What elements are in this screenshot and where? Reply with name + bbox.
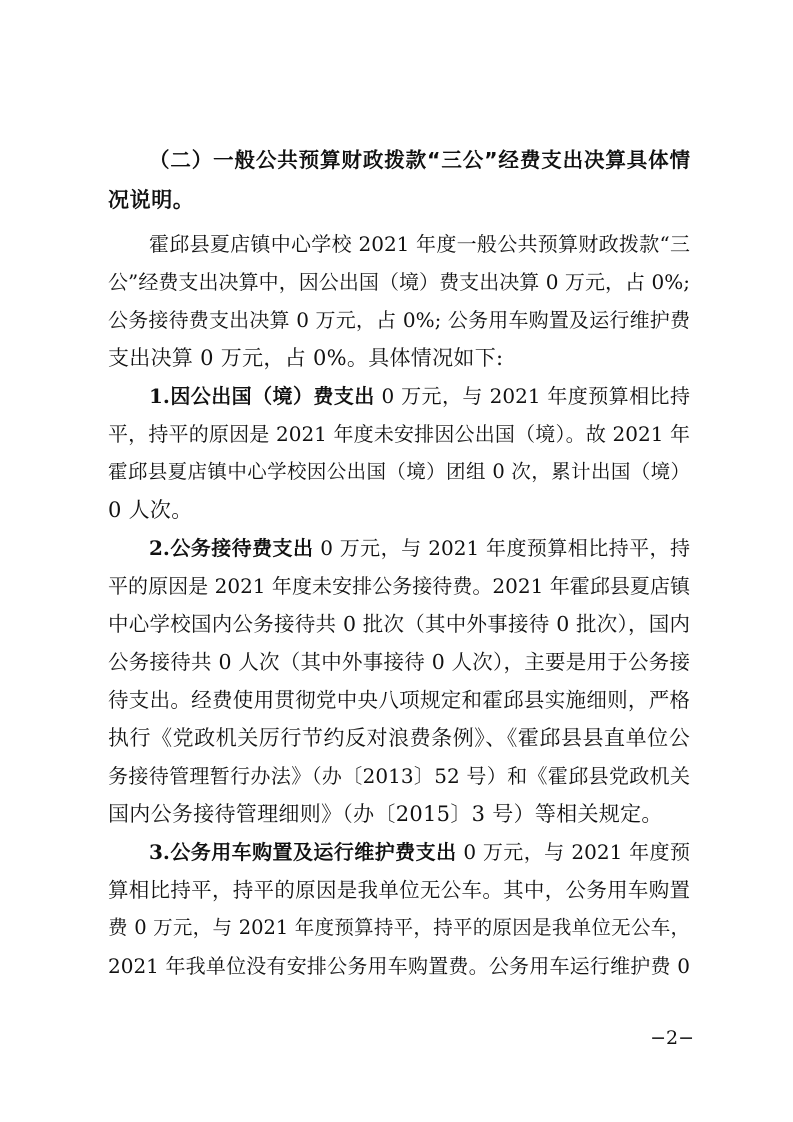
item3-first-line-text: 0 万元，与 2021 年度预 — [456, 840, 690, 864]
summary-line-1: 霍邱县夏店镇中心学校 2021 年度一般公共预算财政拨款“三 — [149, 232, 690, 256]
item2-line-5: 待支出。经费使用贯彻党中央八项规定和霍邱县实施细则，严格 — [108, 688, 690, 712]
item3-first-line — [149, 832, 690, 872]
summary-line-2: 公”经费支出决算中，因公出国（境）费支出决算 0 万元，占 0%; — [108, 270, 690, 294]
item1-first-line — [149, 376, 690, 416]
page-number: −2− — [650, 1027, 694, 1049]
item2-first-line-text: 0 万元，与 2021 年度预算相比持平，持 — [313, 536, 690, 560]
item3-line-2: 算相比持平，持平的原因是我单位无公车。其中，公务用车购置 — [108, 878, 690, 902]
item3-line-3: 费 0 万元，与 2021 年度预算持平，持平的原因是我单位无公车， — [108, 916, 690, 939]
item2-title: 2.公务接待费支出 — [149, 536, 314, 560]
section-heading-line-1: （二）一般公共预算财政拨款“三公”经费支出决算具体情 — [149, 148, 690, 172]
item2-line-7: 务接待管理暂行办法》（办〔2013〕52 号）和《霍邱县党政机关 — [108, 764, 690, 788]
summary-line-3: 公务接待费支出决算 0 万元，占 0%; 公务用车购置及运行维护费 — [108, 308, 690, 332]
item2-line-2: 平的原因是 2021 年度未安排公务接待费。2021 年霍邱县夏店镇 — [108, 574, 690, 598]
item1-line-2: 平，持平的原因是 2021 年度未安排因公出国（境）。故 2021 年 — [108, 422, 690, 446]
item1-title: 1.因公出国（境）费支出 — [149, 384, 375, 408]
item2-line-8: 国内公务接待管理细则》（办〔2015〕3 号）等相关规定。 — [108, 802, 663, 826]
item1-line-4: 0 人次。 — [108, 498, 193, 522]
item2-line-3: 中心学校国内公务接待共 0 批次（其中外事接待 0 批次），国内 — [108, 612, 690, 636]
item3-title: 3.公务用车购置及运行维护费支出 — [149, 840, 457, 864]
section-heading-line-2: 况说明。 — [108, 188, 195, 212]
item1-line-3: 霍邱县夏店镇中心学校因公出国（境）团组 0 次，累计出国（境） — [108, 460, 690, 483]
summary-line-4: 支出决算 0 万元，占 0%。具体情况如下: — [108, 346, 504, 370]
item2-line-4: 公务接待共 0 人次（其中外事接待 0 人次），主要是用于公务接 — [108, 650, 690, 674]
item1-first-line-text: 0 万元，与 2021 年度预算相比持 — [374, 384, 690, 408]
item2-first-line — [149, 528, 690, 568]
item3-line-4: 2021 年我单位没有安排公务用车购置费。公务用车运行维护费 0 — [108, 954, 690, 978]
item2-line-6: 执行《党政机关厉行节约反对浪费条例》、《霍邱县县直单位公 — [108, 726, 690, 750]
